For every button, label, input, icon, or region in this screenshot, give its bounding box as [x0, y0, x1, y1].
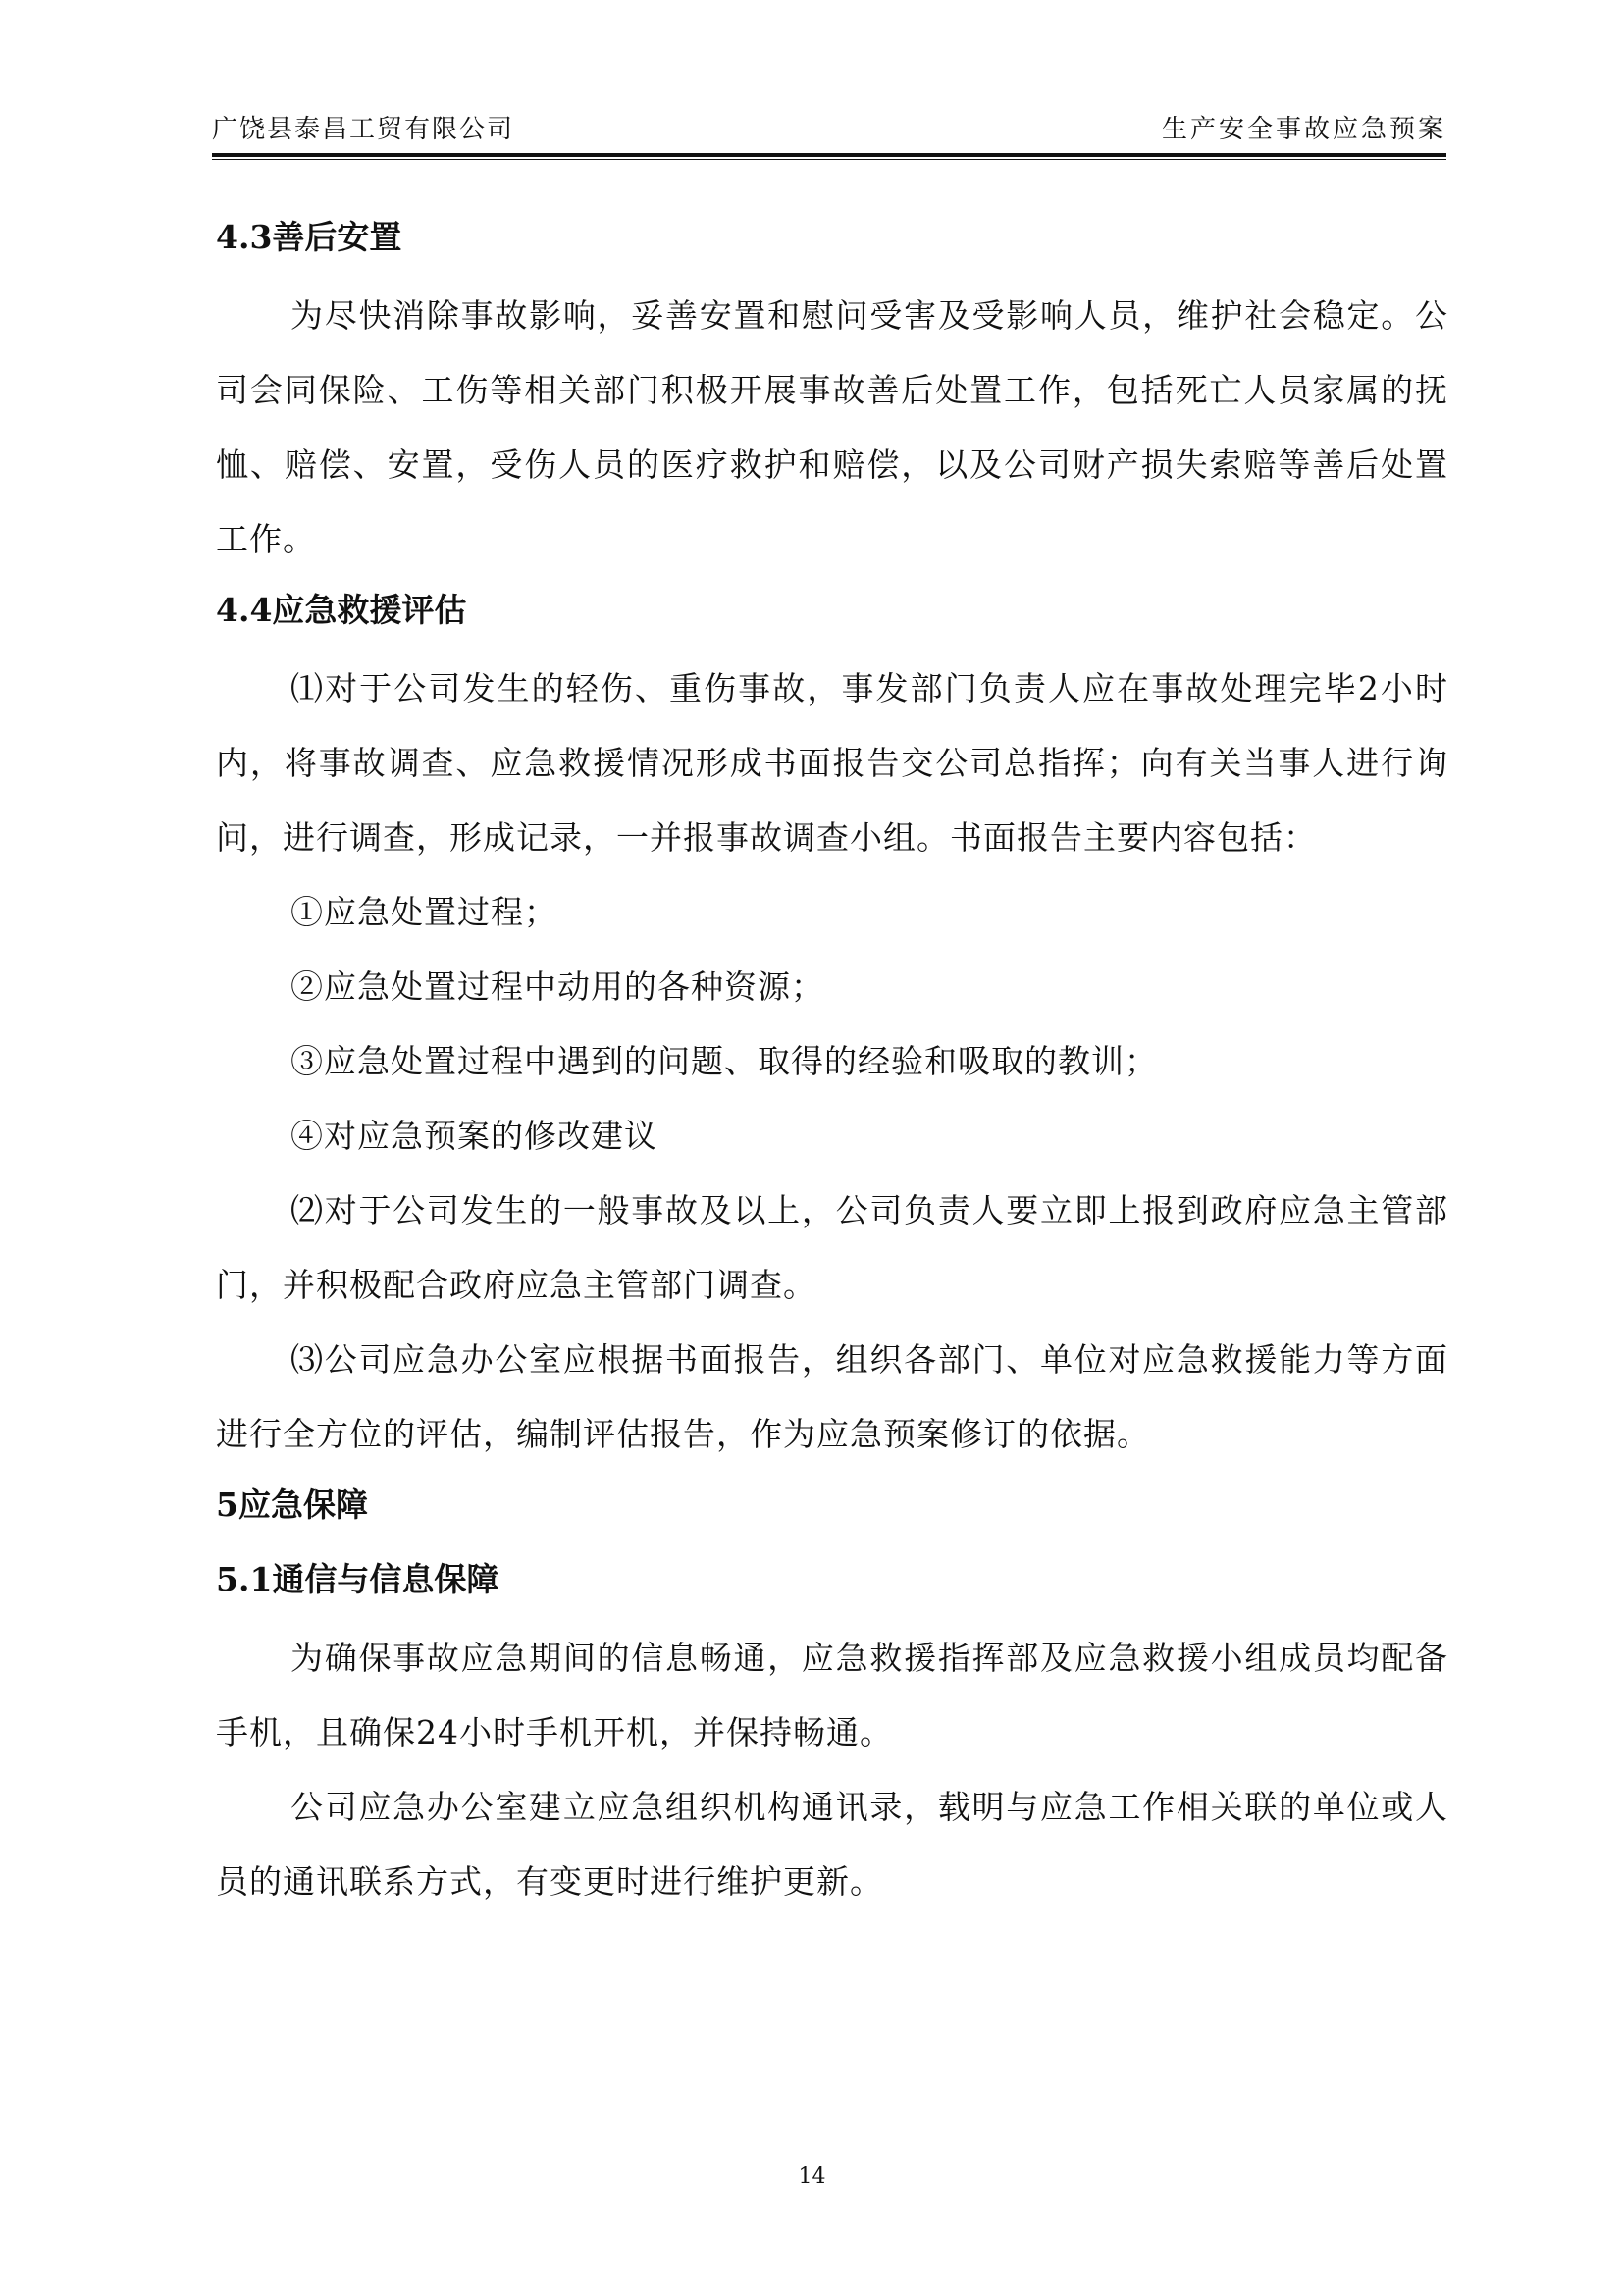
header-rule-thick	[212, 153, 1446, 157]
list-item: ①应急处置过程；	[290, 893, 557, 931]
paragraph-evaluation-report: ⑴对于公司发生的轻伤、重伤事故，事发部门负责人应在事故处理完毕2小时内，将事故调查、应急救援情况形成书面报告交公司总指挥；向有关当事人进行询问，进行调查，形成记录，一并报事故调查小组。书面报告主要内容包括：	[216, 669, 1448, 857]
page-body	[216, 204, 1448, 1919]
page-number: 14	[798, 2165, 826, 2189]
paragraph-contact-directory: 公司应急办公室建立应急组织机构通讯录，载明与应急工作相关联的单位或人员的通讯联系方式，有变更时进行维护更新。	[216, 1788, 1448, 1901]
paragraph-aftermath: 为尽快消除事故影响，妥善安置和慰问受害及受影响人员，维护社会稳定。公司会同保险、工伤等相关部门积极开展事故善后处置工作，包括死亡人员家属的抚恤、赔偿、安置，受伤人员的医疗救护和赔偿，以及公司财产损失索赔等善后处置工作。	[216, 296, 1448, 558]
header-document-title: 生产安全事故应急预案	[1161, 115, 1446, 144]
section-heading-5-1: 5.1通信与信息保障	[216, 1560, 499, 1598]
header-company-name: 广饶县泰昌工贸有限公司	[212, 115, 515, 144]
paragraph-assessment: ⑶公司应急办公室应根据书面报告，组织各部门、单位对应急救援能力等方面进行全方位的评估，编制评估报告，作为应急预案修订的依据。	[216, 1340, 1448, 1453]
section-heading-5: 5应急保障	[216, 1486, 368, 1524]
list-item: ③应急处置过程中遇到的问题、取得的经验和吸取的教训；	[290, 1042, 1158, 1080]
list-item: ④对应急预案的修改建议	[290, 1117, 657, 1155]
list-item: ②应急处置过程中动用的各种资源；	[290, 967, 824, 1006]
section-heading-4-3: 4.3善后安置	[216, 218, 402, 256]
paragraph-communication: 为确保事故应急期间的信息畅通，应急救援指挥部及应急救援小组成员均配备手机，且确保24小时手机开机，并保持畅通。	[216, 1639, 1448, 1751]
page-header	[212, 110, 1446, 149]
header-rule-thin	[212, 159, 1446, 160]
section-heading-4-4: 4.4应急救援评估	[216, 591, 467, 629]
paragraph-general-accident: ⑵对于公司发生的一般事故及以上，公司负责人要立即上报到政府应急主管部门，并积极配合政府应急主管部门调查。	[216, 1191, 1448, 1304]
